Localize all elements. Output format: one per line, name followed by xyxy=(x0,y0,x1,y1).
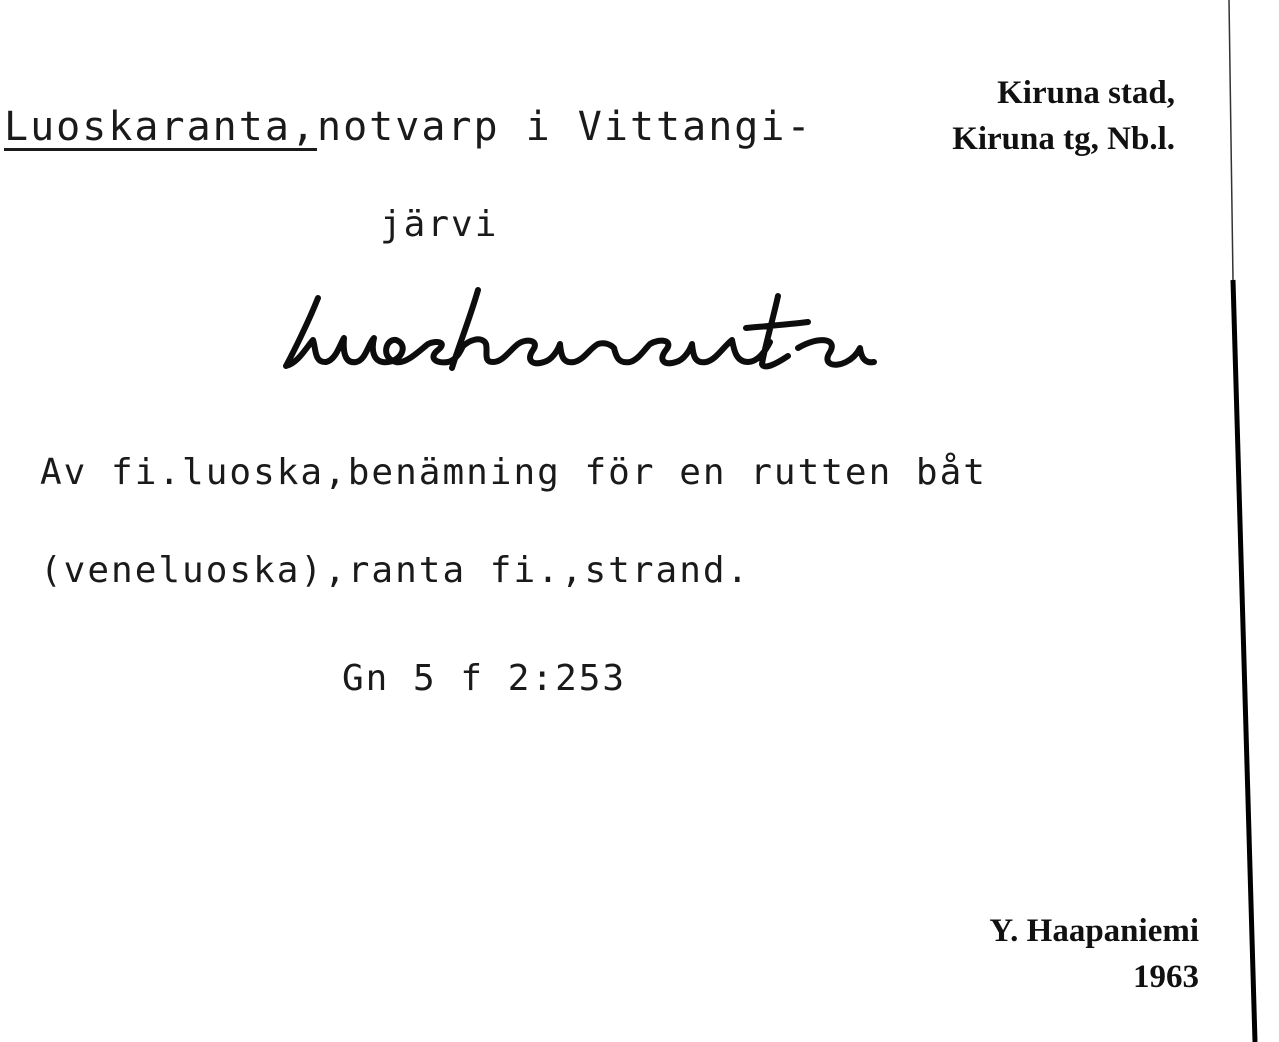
region-stamp xyxy=(952,70,1175,162)
etymology-line-1: Av fi.luoska,benämning för en rutten båt xyxy=(40,452,987,493)
headword: Luoskaranta, xyxy=(4,104,317,150)
source-reference: Gn 5 f 2:253 xyxy=(342,658,627,699)
etymology-line-2: (veneluoska),ranta fi.,strand. xyxy=(40,550,751,591)
author-stamp xyxy=(989,908,1199,1000)
author-year: 1963 xyxy=(1133,959,1199,995)
headword-description: notvarp i Vittangi- xyxy=(316,104,813,150)
handwritten-form xyxy=(278,278,878,388)
headword-line xyxy=(4,104,813,150)
region-line-2: Kiruna tg, Nb.l. xyxy=(952,121,1175,157)
headword-description-continued: järvi xyxy=(380,204,499,245)
region-line-1: Kiruna stad, xyxy=(997,75,1175,111)
author-name: Y. Haapaniemi xyxy=(989,913,1199,949)
card-edge-line xyxy=(1219,0,1279,1042)
